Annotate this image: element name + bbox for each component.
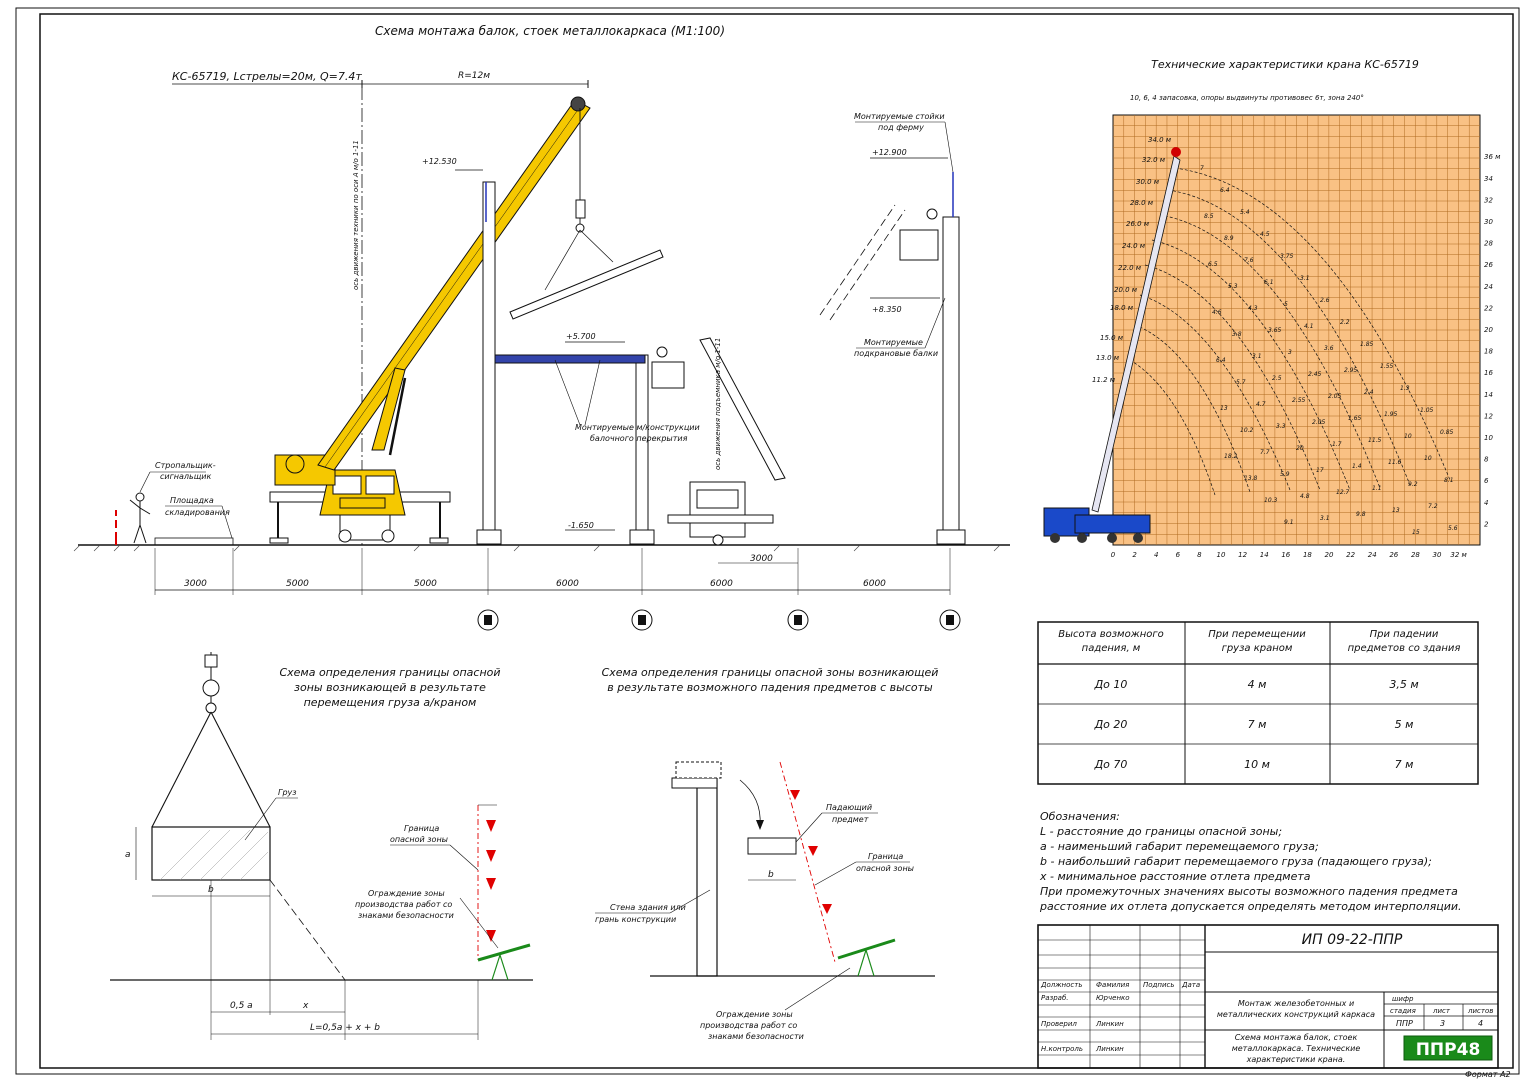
fall-fence-label-3: знаками безопасности bbox=[708, 1032, 804, 1041]
chart-capacity-value: 3.6 bbox=[1324, 345, 1334, 352]
chart-capacity-value: 1.55 bbox=[1380, 363, 1394, 370]
chart-capacity-value: 11.6 bbox=[1388, 459, 1402, 466]
dim-lift-3000: 3000 bbox=[750, 554, 773, 564]
chart-capacity-value: 5.9 bbox=[1280, 471, 1290, 478]
chart-x-tick: 4 bbox=[1153, 551, 1159, 559]
stamp-title-3: характеристики крана. bbox=[1246, 1055, 1346, 1064]
falling-label-1: Падающий bbox=[826, 803, 873, 812]
chart-boom-label: 13.0 м bbox=[1096, 354, 1120, 362]
stamp-meta-header: листов bbox=[1468, 1007, 1494, 1015]
formula-L: L=0,5a + x + b bbox=[310, 1023, 380, 1033]
chart-y-tick: 16 bbox=[1484, 369, 1493, 378]
zone-crane-title-1: Схема определения границы опасной bbox=[279, 666, 501, 679]
column-axis-A bbox=[422, 157, 501, 544]
chart-boom-label: 30.0 м bbox=[1136, 178, 1160, 186]
chart-x-tick: 18 bbox=[1302, 551, 1312, 559]
building-wall bbox=[697, 778, 717, 976]
columns-label-2: под ферму bbox=[878, 123, 924, 132]
fall-fence-label-2: производства работ со bbox=[700, 1021, 798, 1030]
chart-capacity-value: 2.4 bbox=[1364, 389, 1374, 396]
chart-y-tick: 2 bbox=[1484, 520, 1489, 529]
stamp-meta-value: ППР bbox=[1396, 1019, 1413, 1028]
dim-b: b bbox=[208, 885, 214, 895]
dim-6000-a: 6000 bbox=[556, 579, 579, 589]
boundary-label-2: опасной зоны bbox=[390, 835, 448, 844]
chart-capacity-value: 3.75 bbox=[1280, 253, 1294, 260]
chart-capacity-value: 7.7 bbox=[1260, 449, 1270, 456]
dim-a: a bbox=[125, 850, 131, 860]
chart-boom-label: 22.0 м bbox=[1118, 264, 1142, 272]
stamp-meta-header: лист bbox=[1433, 1007, 1450, 1015]
chart-capacity-value: 3.1 bbox=[1252, 353, 1262, 360]
chart-capacity-value: 2.05 bbox=[1328, 393, 1342, 400]
legend-line: b - наибольший габарит перемещаемого груза (падающего груза); bbox=[1040, 855, 1432, 868]
chart-capacity-value: 13 bbox=[1220, 405, 1228, 412]
storage-label-2: складирования bbox=[165, 508, 230, 517]
dim-05a: 0,5 a bbox=[230, 1001, 253, 1011]
chart-capacity-value: 9.8 bbox=[1356, 511, 1366, 518]
zone-crane-title-2: зоны возникающей в результате bbox=[294, 681, 486, 694]
elev-minus1650: -1.650 bbox=[568, 521, 594, 530]
stamp-col-header: Дата bbox=[1182, 981, 1201, 989]
wall-label-2: грань конструкции bbox=[595, 915, 677, 924]
chart-capacity-value: 1.4 bbox=[1352, 463, 1362, 470]
crane-zone-scheme bbox=[110, 652, 533, 1040]
chart-capacity-value: 3.1 bbox=[1320, 515, 1330, 522]
chart-capacity-value: 6.4 bbox=[1220, 187, 1230, 194]
danger-flags bbox=[486, 820, 496, 942]
legend-line: a - наименьший габарит перемещаемого груза; bbox=[1040, 840, 1319, 853]
fall-fence-label-1: Ограждение зоны bbox=[716, 1010, 793, 1019]
chart-y-tick: 28 bbox=[1484, 239, 1493, 248]
slinger-label-2: сигнальщик bbox=[160, 472, 212, 481]
chart-x-tick: 22 bbox=[1346, 551, 1356, 559]
chart-capacity-value: 8.5 bbox=[1204, 213, 1214, 220]
chart-capacity-value: 7 bbox=[1200, 165, 1204, 172]
table-cell: До 70 bbox=[1094, 758, 1128, 771]
chart-y-tick: 18 bbox=[1484, 347, 1493, 356]
chart-x-tick: 28 bbox=[1410, 551, 1420, 559]
chart-capacity-value: 15 bbox=[1412, 529, 1420, 536]
chart-capacity-value: 4.7 bbox=[1256, 401, 1266, 408]
lift-axis-label: ось движения подъемника м/о 1-11 bbox=[714, 337, 722, 470]
stamp-name: Юрченко bbox=[1096, 994, 1130, 1002]
stamp-meta-header: шифр bbox=[1392, 995, 1414, 1003]
chart-x-tick: 6 bbox=[1175, 551, 1181, 559]
dim-3000: 3000 bbox=[184, 579, 207, 589]
chart-boom-label: 28.0 м bbox=[1130, 199, 1154, 207]
chart-x-tick: 14 bbox=[1259, 551, 1269, 559]
chart-capacity-value: 18.2 bbox=[1224, 453, 1238, 460]
elev-12530: +12.530 bbox=[422, 157, 457, 166]
chart-capacity-value: 8.9 bbox=[1224, 235, 1234, 242]
stamp-meta-value: 4 bbox=[1478, 1019, 1484, 1028]
chart-y-tick: 34 bbox=[1484, 174, 1493, 183]
storage-area bbox=[155, 538, 233, 545]
mounted-beam bbox=[495, 355, 645, 363]
legend-line: расстояние их отлета допускается определять методом интерполяции. bbox=[1040, 900, 1462, 913]
table-header-2b: груза краном bbox=[1221, 643, 1293, 654]
chart-y-tick: 32 bbox=[1484, 196, 1493, 205]
chart-capacity-value: 3.1 bbox=[1300, 275, 1310, 282]
chart-capacity-value: 4.3 bbox=[1248, 305, 1258, 312]
chart-capacity-value: 1.65 bbox=[1348, 415, 1362, 422]
crane-axis-label: ось движения техники по оси А м/о 1-11 bbox=[352, 140, 360, 290]
table-cell: До 10 bbox=[1094, 678, 1128, 691]
table-cell: 7 м bbox=[1394, 758, 1414, 771]
table-cell: 10 м bbox=[1244, 758, 1270, 771]
chart-capacity-value: 10 bbox=[1424, 455, 1432, 462]
axis-markers bbox=[478, 610, 960, 630]
stamp-role: Проверил bbox=[1041, 1020, 1077, 1028]
chart-capacity-value: 10.2 bbox=[1240, 427, 1254, 434]
legend-line: x - минимальное расстояние отлета предмета bbox=[1040, 870, 1311, 883]
cargo-box bbox=[152, 827, 270, 880]
chart-capacity-value: 5.6 bbox=[1448, 525, 1458, 532]
chart-boom-label: 15.0 м bbox=[1100, 334, 1124, 342]
chart-x-tick: 30 bbox=[1432, 551, 1442, 559]
table-header-3: При падении bbox=[1369, 629, 1439, 640]
chart-capacity-value: 17 bbox=[1316, 467, 1324, 474]
falling-label-2: предмет bbox=[832, 815, 869, 824]
chart-capacity-value: 12.7 bbox=[1336, 489, 1350, 496]
crane-beams-label: Монтируемые bbox=[864, 338, 923, 347]
beams-label-2: балочного перекрытия bbox=[590, 434, 688, 443]
chart-capacity-value: 20 bbox=[1296, 445, 1304, 452]
stamp-role: Н.контроль bbox=[1041, 1045, 1083, 1053]
chart-capacity-value: 2.2 bbox=[1340, 319, 1350, 326]
stamp-meta-value: 3 bbox=[1440, 1019, 1446, 1028]
stamp-role: Разраб. bbox=[1041, 994, 1069, 1002]
chart-y-tick: 26 bbox=[1484, 261, 1493, 270]
stamp-project-1: Монтаж железобетонных и bbox=[1237, 999, 1355, 1008]
table-header-3b: предметов со здания bbox=[1347, 643, 1461, 654]
table-cell: 7 м bbox=[1247, 718, 1267, 731]
chart-x-tick: 24 bbox=[1367, 551, 1377, 559]
chart-capacity-value: 11.5 bbox=[1368, 437, 1382, 444]
chart-capacity-value: 5.4 bbox=[1240, 209, 1250, 216]
chart-title: Технические характеристики крана КС-65719 bbox=[1151, 58, 1419, 71]
chart-capacity-value: 4.1 bbox=[1304, 323, 1314, 330]
chart-x-ticks bbox=[1111, 551, 1468, 559]
chart-capacity-value: 2.45 bbox=[1308, 371, 1322, 378]
legend bbox=[1039, 810, 1462, 913]
stamp-code: ИП 09-22-ППР bbox=[1301, 932, 1403, 948]
chart-capacity-value: 4.6 bbox=[1212, 309, 1222, 316]
title-block bbox=[1038, 925, 1498, 1068]
chart-x-tick: 12 bbox=[1238, 551, 1248, 559]
radius-label: R=12м bbox=[458, 71, 491, 81]
dim-6000-c: 6000 bbox=[863, 579, 886, 589]
bottom-dimensions bbox=[155, 548, 950, 595]
table-cell: 4 м bbox=[1247, 678, 1267, 691]
stamp-col-header: Подпись bbox=[1143, 981, 1175, 989]
chart-capacity-value: 7.6 bbox=[1244, 257, 1254, 264]
chart-capacity-value: 13 bbox=[1392, 507, 1400, 514]
wall-label-1: Стена здания или bbox=[610, 903, 686, 912]
stamp-col-header: Должность bbox=[1041, 981, 1083, 989]
table-cell: 5 м bbox=[1394, 718, 1414, 731]
chart-grid bbox=[1113, 115, 1480, 545]
chart-capacity-value: 8.1 bbox=[1444, 477, 1454, 484]
fall-dim-b: b bbox=[768, 870, 774, 880]
cargo-label: Груз bbox=[278, 788, 297, 797]
storage-label: Площадка bbox=[170, 496, 214, 505]
chart-capacity-value: 1.05 bbox=[1420, 407, 1434, 414]
logo-text: ППР48 bbox=[1415, 1040, 1481, 1060]
chart-capacity-value: 9.1 bbox=[1284, 519, 1294, 526]
chart-capacity-value: 10 bbox=[1404, 433, 1412, 440]
chart-capacity-value: 1.95 bbox=[1384, 411, 1398, 418]
legend-line: При промежуточных значениях высоты возможного падения предмета bbox=[1040, 885, 1458, 898]
stamp-title-1: Схема монтажа балок, стоек bbox=[1234, 1033, 1358, 1042]
logo-ppr48 bbox=[1404, 1036, 1492, 1060]
chart-boom-label: 18.0 м bbox=[1110, 304, 1134, 312]
chart-y-tick: 20 bbox=[1484, 326, 1493, 334]
stamp-project-2: металлических конструкций каркаса bbox=[1216, 1010, 1376, 1019]
chart-capacity-value: 0.85 bbox=[1440, 429, 1454, 436]
chart-x-tick: 32 м bbox=[1450, 551, 1467, 559]
format-label: Формат А2 bbox=[1465, 1070, 1511, 1079]
crane-caption: КС-65719, Lстрелы=20м, Q=7.4т bbox=[172, 70, 362, 83]
chart-capacity-value: 6.5 bbox=[1208, 261, 1218, 268]
chart-capacity-value: 3 bbox=[1288, 349, 1292, 356]
chart-y-tick: 24 bbox=[1484, 282, 1493, 291]
zone-fall-title-1: Схема определения границы опасной зоны возникающей bbox=[601, 666, 939, 679]
dim-5000-a: 5000 bbox=[286, 579, 309, 589]
dim-6000-b: 6000 bbox=[710, 579, 733, 589]
stamp-col-header: Фамилия bbox=[1096, 981, 1130, 989]
slinger-label: Стропальщик- bbox=[155, 461, 216, 470]
crane-capacity-chart bbox=[1044, 58, 1501, 559]
chart-capacity-value: 5.7 bbox=[1236, 379, 1246, 386]
chart-x-tick: 2 bbox=[1132, 551, 1137, 559]
chart-capacity-value: 2.55 bbox=[1292, 397, 1306, 404]
elevation-drawing bbox=[74, 24, 1010, 630]
right-lift bbox=[820, 205, 938, 320]
elev-8350: +8.350 bbox=[872, 305, 902, 314]
chart-capacity-value: 2.5 bbox=[1272, 375, 1282, 382]
fence-label-1: Ограждение зоны bbox=[368, 889, 445, 898]
chart-x-tick: 16 bbox=[1281, 551, 1291, 559]
safety-barrier bbox=[478, 945, 530, 980]
chart-y-tick: 36 м bbox=[1484, 153, 1501, 162]
chart-capacity-value: 4.5 bbox=[1260, 231, 1270, 238]
chart-capacity-value: 1.1 bbox=[1372, 485, 1382, 492]
boundary-label-1: Граница bbox=[404, 824, 440, 833]
elev-5700: +5.700 bbox=[566, 332, 596, 341]
chart-x-tick: 10 bbox=[1216, 551, 1226, 559]
chart-boom-label: 20.0 м bbox=[1114, 286, 1138, 294]
table-cell: До 20 bbox=[1094, 718, 1128, 731]
zone-crane-title-3: перемещения груза а/краном bbox=[303, 696, 477, 709]
table-header-1: Высота возможного bbox=[1058, 629, 1164, 640]
fence-label-2: производства работ со bbox=[355, 900, 453, 909]
stamp-name: Линкин bbox=[1096, 1045, 1124, 1053]
chart-y-tick: 6 bbox=[1484, 477, 1489, 486]
fall-safety-barrier bbox=[838, 940, 895, 976]
chart-y-tick: 12 bbox=[1484, 412, 1493, 421]
chart-y-ticks bbox=[1484, 153, 1501, 528]
chart-capacity-value: 2.95 bbox=[1344, 367, 1358, 374]
main-title: Схема монтажа балок, стоек металлокаркаса (М1:100) bbox=[374, 24, 726, 38]
chart-capacity-value: 1.7 bbox=[1332, 441, 1342, 448]
crane-ks-65719 bbox=[270, 97, 663, 543]
fence-label-3: знаками безопасности bbox=[358, 911, 454, 920]
table-header-1b: падения, м bbox=[1081, 643, 1141, 654]
column-axis-B bbox=[630, 355, 654, 544]
chart-capacity-value: 4.8 bbox=[1300, 493, 1310, 500]
chart-capacity-value: 5.3 bbox=[1228, 283, 1238, 290]
fall-distance-table bbox=[1038, 622, 1478, 784]
chart-capacity-value: 13.8 bbox=[1244, 475, 1258, 482]
chart-capacity-value: 2.05 bbox=[1312, 419, 1326, 426]
chart-boom-label: 26.0 м bbox=[1126, 220, 1150, 228]
chart-boom-label: 24.0 м bbox=[1122, 242, 1146, 250]
crane-beams-label-2: подкрановые балки bbox=[854, 349, 939, 358]
chart-x-tick: 8 bbox=[1197, 551, 1202, 559]
chart-y-tick: 8 bbox=[1484, 455, 1489, 464]
slinger-figure bbox=[116, 493, 150, 545]
elev-12900: +12.900 bbox=[872, 148, 907, 157]
legend-heading: Обозначения: bbox=[1040, 810, 1120, 823]
chart-boom-label: 11.2 м bbox=[1092, 376, 1116, 384]
chart-capacity-value: 1.3 bbox=[1400, 385, 1410, 392]
columns-label: Монтируемые стойки bbox=[854, 112, 945, 121]
zone-fall-title-2: в результате возможного падения предметов с высоты bbox=[607, 681, 933, 694]
fall-boundary-label-1: Граница bbox=[868, 852, 904, 861]
chart-capacity-value: 1.85 bbox=[1360, 341, 1374, 348]
chart-x-tick: 26 bbox=[1389, 551, 1399, 559]
chart-capacity-value: 6.1 bbox=[1264, 279, 1274, 286]
stamp-meta-header: стадия bbox=[1390, 1007, 1416, 1015]
stamp-title-2: металлокаркаса. Технические bbox=[1231, 1044, 1361, 1053]
chart-capacity-value: 2.6 bbox=[1320, 297, 1330, 304]
chart-x-tick: 20 bbox=[1324, 551, 1334, 559]
beams-label: Монтируемые м/конструкции bbox=[575, 423, 700, 432]
dim-x: x bbox=[303, 1001, 309, 1011]
stamp-name: Линкин bbox=[1096, 1020, 1124, 1028]
chart-y-tick: 14 bbox=[1484, 390, 1493, 399]
fall-zone-scheme bbox=[595, 666, 938, 1041]
chart-capacity-value: 7.2 bbox=[1428, 503, 1438, 510]
legend-line: L - расстояние до границы опасной зоны; bbox=[1040, 825, 1283, 838]
chart-subtitle: 10, 6, 4 запасовка, опоры выдвинуты противовес 6т, зона 240° bbox=[1130, 94, 1364, 102]
chart-capacity-value: 3.8 bbox=[1232, 331, 1242, 338]
chart-capacity-value: 3.65 bbox=[1268, 327, 1282, 334]
fall-boundary-label-2: опасной зоны bbox=[856, 864, 914, 873]
chart-x-tick: 0 bbox=[1110, 551, 1116, 559]
falling-object bbox=[748, 838, 796, 854]
chart-y-tick: 30 bbox=[1484, 218, 1493, 226]
chart-capacity-value: 5 bbox=[1284, 301, 1288, 308]
table-cell: 3,5 м bbox=[1389, 678, 1419, 691]
chart-capacity-value: 6.4 bbox=[1216, 357, 1226, 364]
chart-boom-label: 32.0 м bbox=[1142, 156, 1166, 164]
table-header-2: При перемещении bbox=[1208, 629, 1306, 640]
chart-y-tick: 4 bbox=[1484, 498, 1489, 507]
chart-y-tick: 10 bbox=[1484, 434, 1493, 442]
dim-5000-b: 5000 bbox=[414, 579, 437, 589]
chart-boom-label: 34.0 м bbox=[1148, 136, 1172, 144]
chart-capacity-value: 3.3 bbox=[1276, 423, 1286, 430]
chart-capacity-value: 9.2 bbox=[1408, 481, 1418, 488]
chart-y-tick: 22 bbox=[1484, 304, 1493, 313]
chart-capacity-value: 10.3 bbox=[1264, 497, 1278, 504]
